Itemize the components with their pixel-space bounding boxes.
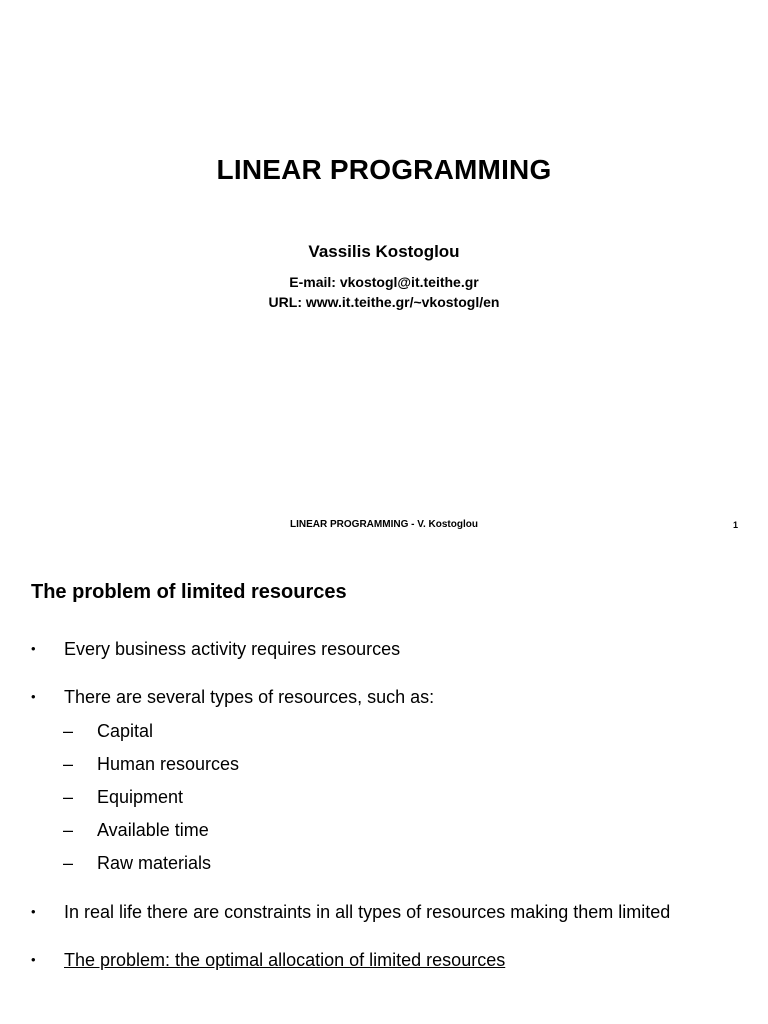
sub-item-text: Available time: [97, 820, 209, 840]
dash-icon: –: [63, 721, 74, 741]
dash-icon: –: [63, 853, 74, 873]
bullet-icon: •: [31, 904, 36, 919]
dash-icon: –: [63, 820, 74, 840]
sub-item-text: Equipment: [97, 787, 184, 807]
bullet-text: Every business activity requires resources: [64, 639, 401, 659]
slide-footer: LINEAR PROGRAMMING - V. Kostoglou: [290, 519, 478, 530]
page-number: 1: [732, 520, 738, 530]
bullet-icon: •: [31, 689, 36, 704]
slide-title: LINEAR PROGRAMMING: [216, 154, 552, 185]
dash-icon: –: [63, 754, 74, 774]
bullet-text-emphasized: The problem: the optimal allocation of limited resources: [64, 950, 506, 970]
dash-icon: –: [63, 787, 74, 807]
bullet-text: There are several types of resources, such as:: [64, 687, 435, 707]
sub-item-text: Raw materials: [97, 853, 212, 873]
author-url: URL: www.it.teithe.gr/~vkostogl/en: [268, 294, 500, 310]
section-heading: The problem of limited resources: [31, 581, 347, 603]
sub-item-text: Capital: [97, 721, 154, 741]
author-email: E-mail: vkostogl@it.teithe.gr: [289, 274, 479, 290]
author-name: Vassilis Kostoglou: [308, 242, 460, 261]
sub-item-text: Human resources: [97, 754, 240, 774]
bullet-text: In real life there are constraints in all types of resources making them limited: [64, 902, 671, 922]
bullet-icon: •: [31, 952, 36, 967]
bullet-icon: •: [31, 641, 36, 656]
